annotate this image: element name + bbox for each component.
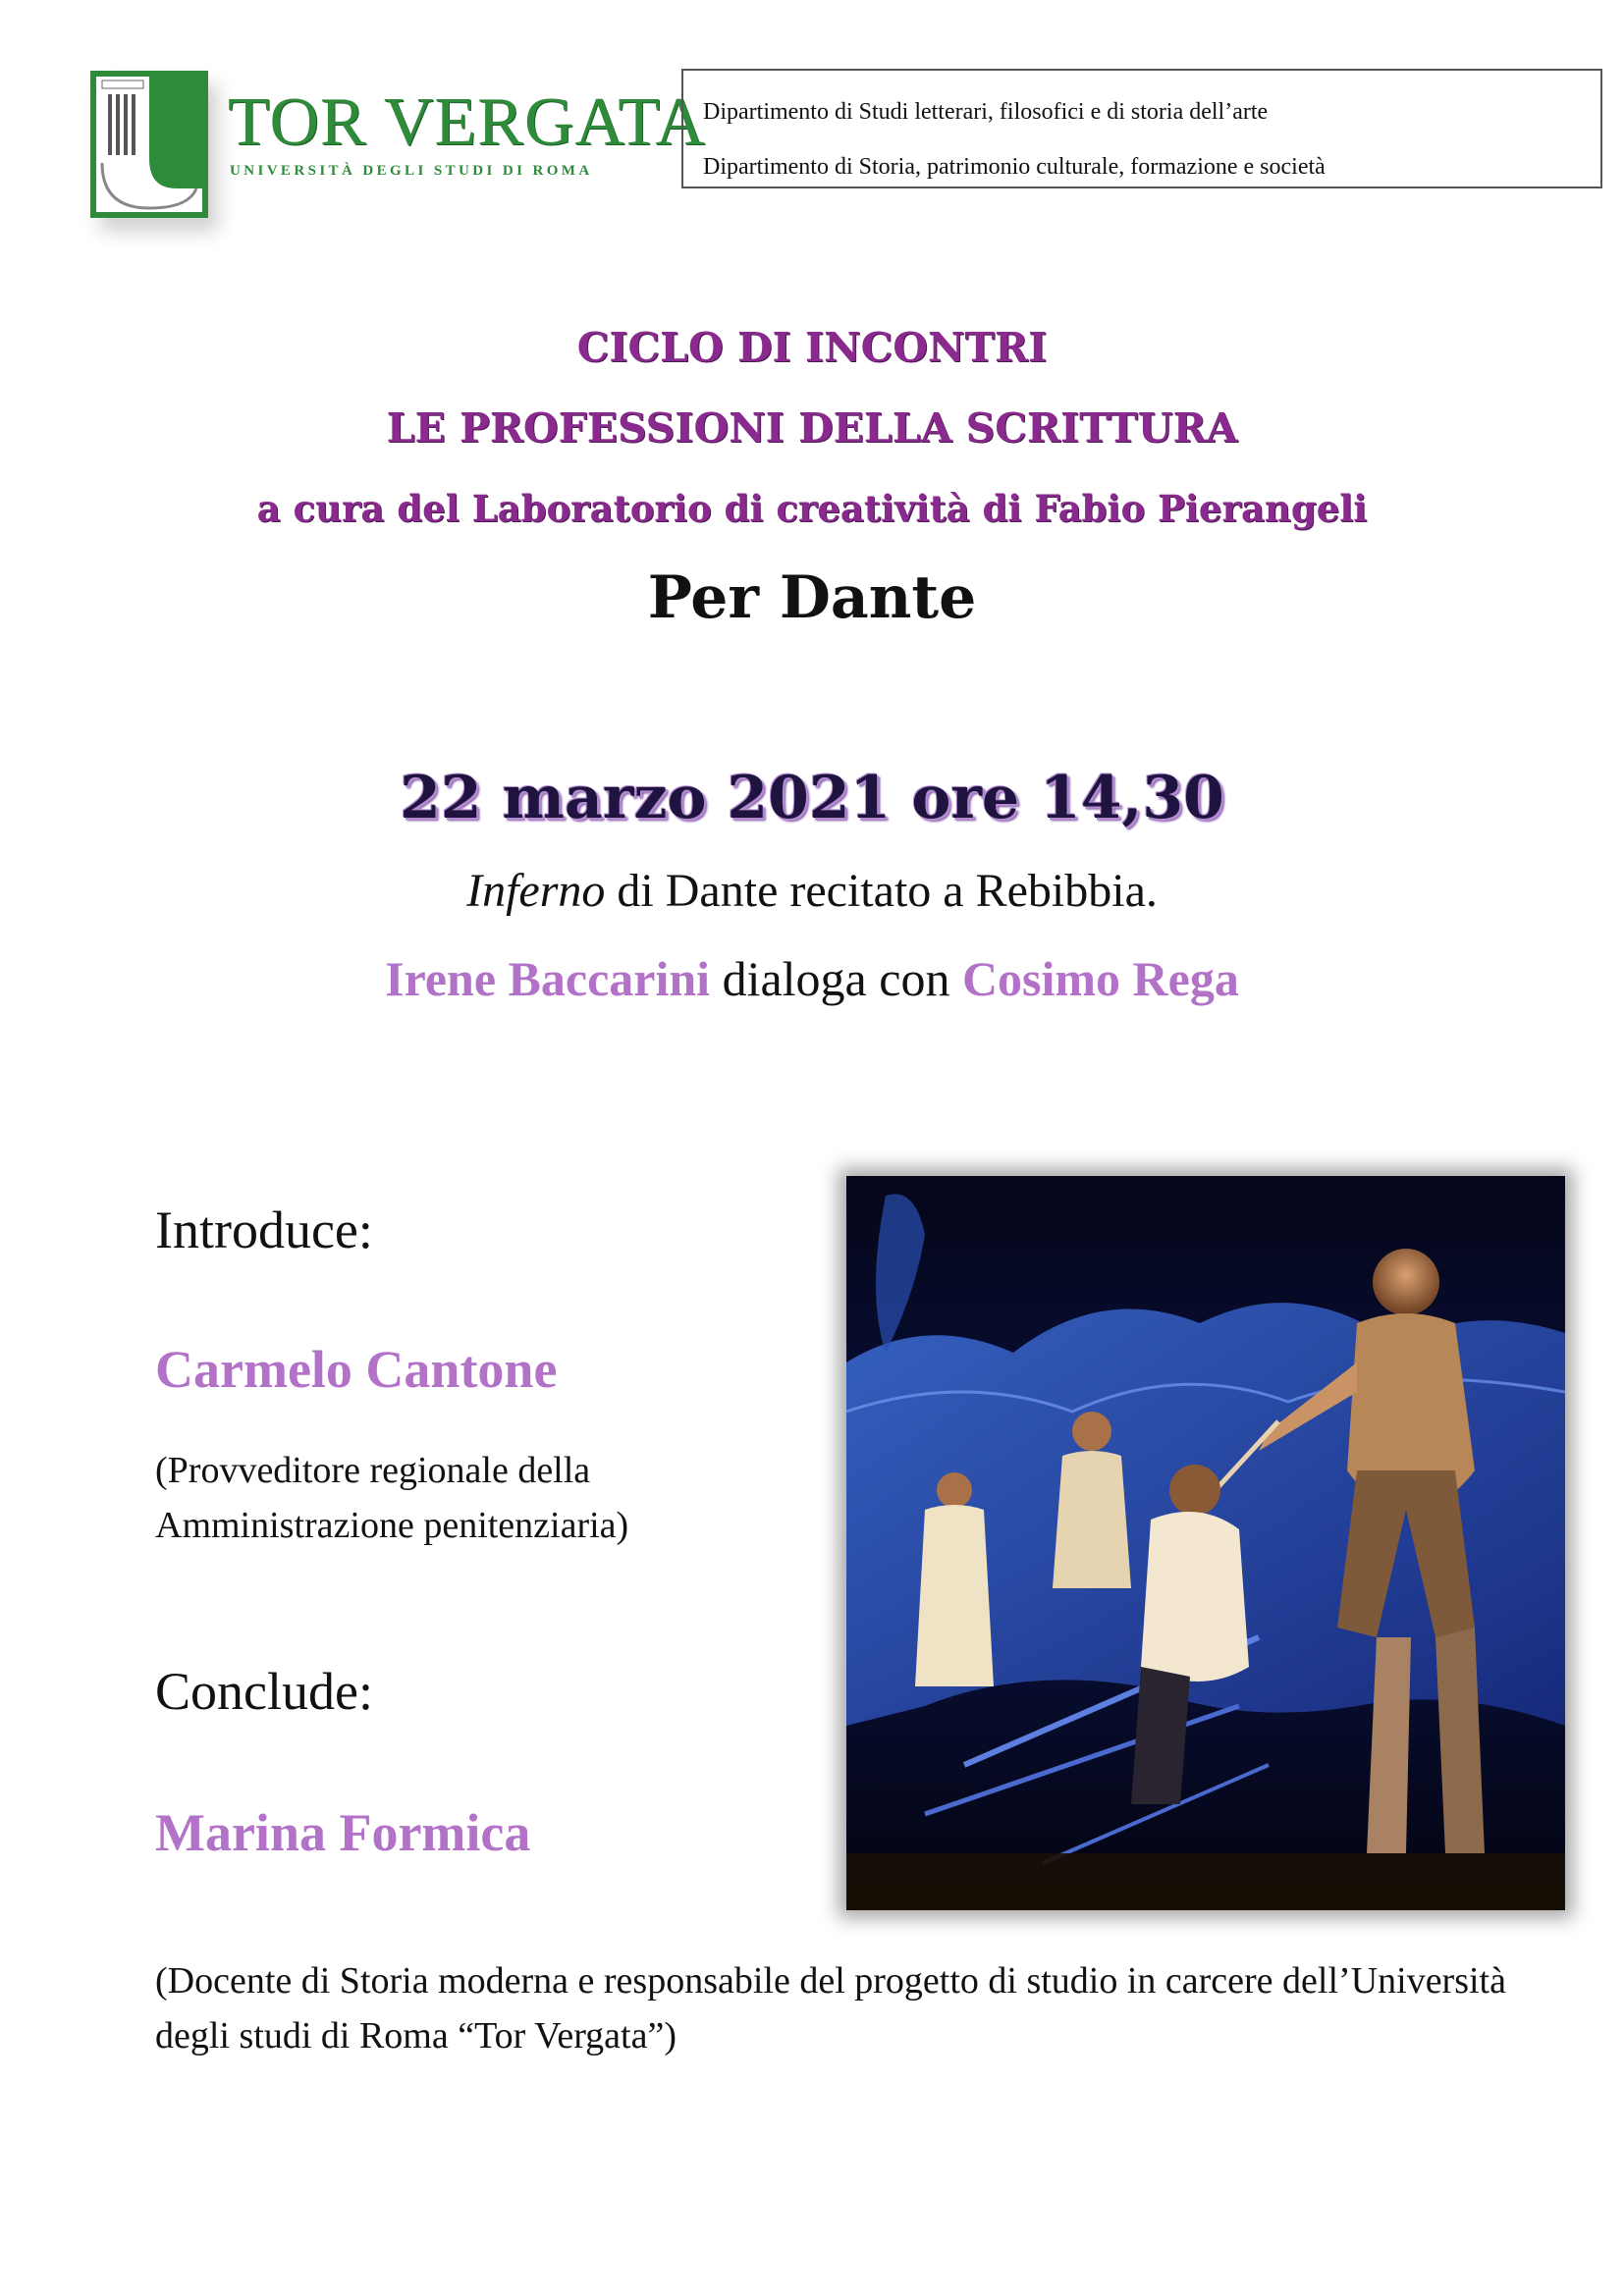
- event-date-time: 22 marzo 2021 ore 14,30: [400, 764, 1224, 832]
- tor-vergata-shield-icon: [90, 71, 208, 218]
- conclude-name: Marina Formica: [155, 1803, 531, 1862]
- curator-heading: a cura del Laboratorio di creatività di Fabio Pierangeli: [256, 487, 1368, 530]
- theme-heading: LE PROFESSIONI DELLA SCRITTURA: [386, 404, 1238, 452]
- speaker-connector: dialoga con: [710, 951, 962, 1006]
- stage-performance-image: [846, 1176, 1565, 1910]
- conclude-role: (Docente di Storia moderna e responsabile del progetto di studio in carcere dell’Università degli studi di Roma “Tor Vergata”): [155, 1960, 1506, 2056]
- logo-subtitle: UNIVERSITÀ DEGLI STUDI DI ROMA: [230, 163, 593, 179]
- speaker-1: Irene Baccarini: [385, 951, 711, 1006]
- stage-performance-photo: [846, 1176, 1565, 1910]
- department-line-1: Dipartimento di Studi letterari, filosofici e di storia dell’arte: [703, 99, 1269, 125]
- department-line-2: Dipartimento di Storia, patrimonio culturale, formazione e società: [703, 154, 1326, 180]
- logo-name: TOR VERGATA: [228, 84, 707, 160]
- university-logo: [90, 71, 707, 238]
- intro-name: Carmelo Cantone: [155, 1340, 558, 1399]
- event-title: Per Dante: [647, 563, 977, 632]
- intro-role: (Provveditore regionale della Amministrazione penitenziaria): [155, 1450, 629, 1546]
- event-topic: [0, 864, 1624, 918]
- departments-box: [681, 69, 1602, 188]
- intro-label: Introduce:: [155, 1201, 373, 1259]
- event-speakers: [0, 950, 1624, 1007]
- topic-italic: Inferno: [466, 865, 606, 917]
- speaker-2: Cosimo Rega: [961, 951, 1239, 1006]
- conclude-label: Conclude:: [155, 1662, 373, 1721]
- series-heading: CICLO DI INCONTRI: [576, 324, 1048, 371]
- topic-rest: di Dante recitato a Rebibbia.: [605, 865, 1158, 917]
